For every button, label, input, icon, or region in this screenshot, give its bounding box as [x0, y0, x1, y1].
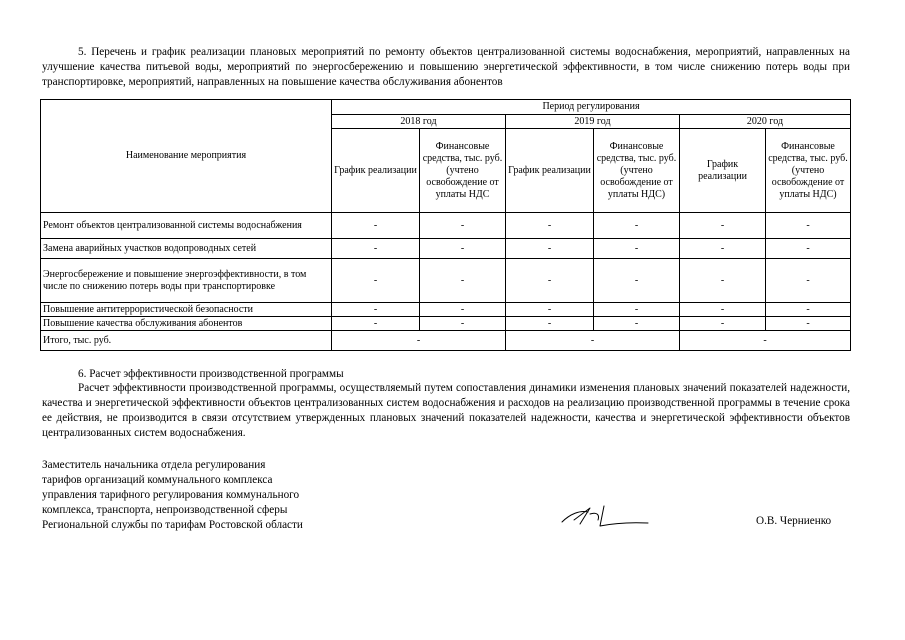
cell-value: - [594, 213, 680, 239]
table-row [41, 213, 851, 239]
header-schedule-2018: График реализации [332, 129, 420, 213]
table-row [41, 239, 851, 259]
header-activity-name: Наименование мероприятия [41, 100, 332, 213]
cell-value: - [594, 317, 680, 331]
cell-value: - [420, 317, 506, 331]
cell-value: - [332, 239, 420, 259]
header-schedule-2020: График реализации [680, 129, 766, 213]
signer-position [42, 458, 303, 533]
row-name: Ремонт объектов централизованной системы водоснабжения [41, 213, 332, 239]
signer-line: Заместитель начальника отдела регулирования [42, 459, 266, 471]
cell-value: - [766, 213, 851, 239]
cell-value: - [766, 259, 851, 303]
cell-value: - [332, 213, 420, 239]
signer-line: Региональной службы по тарифам Ростовской области [42, 519, 303, 531]
row-name: Повышение антитеррористической безопасности [41, 303, 332, 317]
cell-value: - [420, 213, 506, 239]
cell-value: - [506, 317, 594, 331]
header-finance-2020: Финансовые средства, тыс. руб. (учтено освобождение от уплаты НДС) [766, 129, 851, 213]
cell-value: - [680, 317, 766, 331]
total-label: Итого, тыс. руб. [41, 331, 332, 351]
cell-value: - [506, 213, 594, 239]
table-row [41, 317, 851, 331]
section-6-heading: 6. Расчет эффективности производственной программы [78, 368, 344, 380]
cell-value: - [506, 239, 594, 259]
header-period: Период регулирования [332, 100, 851, 115]
cell-value: - [332, 317, 420, 331]
cell-value: - [680, 303, 766, 317]
header-finance-2019: Финансовые средства, тыс. руб. (учтено освобождение от уплаты НДС) [594, 129, 680, 213]
cell-value: - [680, 239, 766, 259]
row-name: Повышение качества обслуживания абонентов [41, 317, 332, 331]
header-year-2019: 2019 год [506, 115, 680, 129]
header-finance-2018: Финансовые средства, тыс. руб. (учтено освобождение от уплаты НДС [420, 129, 506, 213]
handwritten-signature [560, 500, 650, 534]
cell-value: - [420, 259, 506, 303]
signer-line: управления тарифного регулирования коммунального [42, 489, 300, 501]
table-total-row [41, 331, 851, 351]
cell-value: - [594, 303, 680, 317]
total-value-2020: - [680, 331, 851, 351]
table-row [41, 259, 851, 303]
header-year-2020: 2020 год [680, 115, 851, 129]
signer-line: тарифов организаций коммунального комплекса [42, 474, 273, 486]
signer-line: комплекса, транспорта, непроизводственной сферы [42, 504, 288, 516]
total-value-2018: - [332, 331, 506, 351]
plan-table [40, 99, 851, 351]
row-name: Замена аварийных участков водопроводных сетей [41, 239, 332, 259]
cell-value: - [506, 303, 594, 317]
cell-value: - [594, 259, 680, 303]
cell-value: - [766, 303, 851, 317]
total-value-2019: - [506, 331, 680, 351]
header-year-2018: 2018 год [332, 115, 506, 129]
cell-value: - [766, 239, 851, 259]
cell-value: - [332, 259, 420, 303]
cell-value: - [332, 303, 420, 317]
table-row [41, 303, 851, 317]
row-name: Энергосбережение и повышение энергоэффективности, в том числе по снижению потерь воды при транспортировке [41, 259, 332, 303]
cell-value: - [766, 317, 851, 331]
cell-value: - [594, 239, 680, 259]
cell-value: - [680, 213, 766, 239]
cell-value: - [420, 303, 506, 317]
header-schedule-2019: График реализации [506, 129, 594, 213]
signer-name: О.В. Черниенко [756, 515, 832, 527]
cell-value: - [680, 259, 766, 303]
section-5-heading: 5. Перечень и график реализации плановых мероприятий по ремонту объектов централизованной системы водоснабжения, мероприятий, направленных на улучшение качества питьевой воды, мероприятий по энергосбережению и повышению энергетической эффективности, в том числе снижению потерь воды при транспортировке, мероприятий, направленных на повышение качества обслуживания абонентов [42, 46, 850, 88]
cell-value: - [420, 239, 506, 259]
cell-value: - [506, 259, 594, 303]
section-6-paragraph: Расчет эффективности производственной программы, осуществляемый путем сопоставления динамики изменения плановых значений показателей надежности, качества и энергетической эффективности объектов централизованных систем водоснабжения и расходов на реализацию производственной программы в течение срока ее действия, не производится в связи отсутствием утвержденных плановых значений показателей надежности, качества и энергетической эффективности объектов централизованных систем водоснабжения. [42, 382, 850, 439]
